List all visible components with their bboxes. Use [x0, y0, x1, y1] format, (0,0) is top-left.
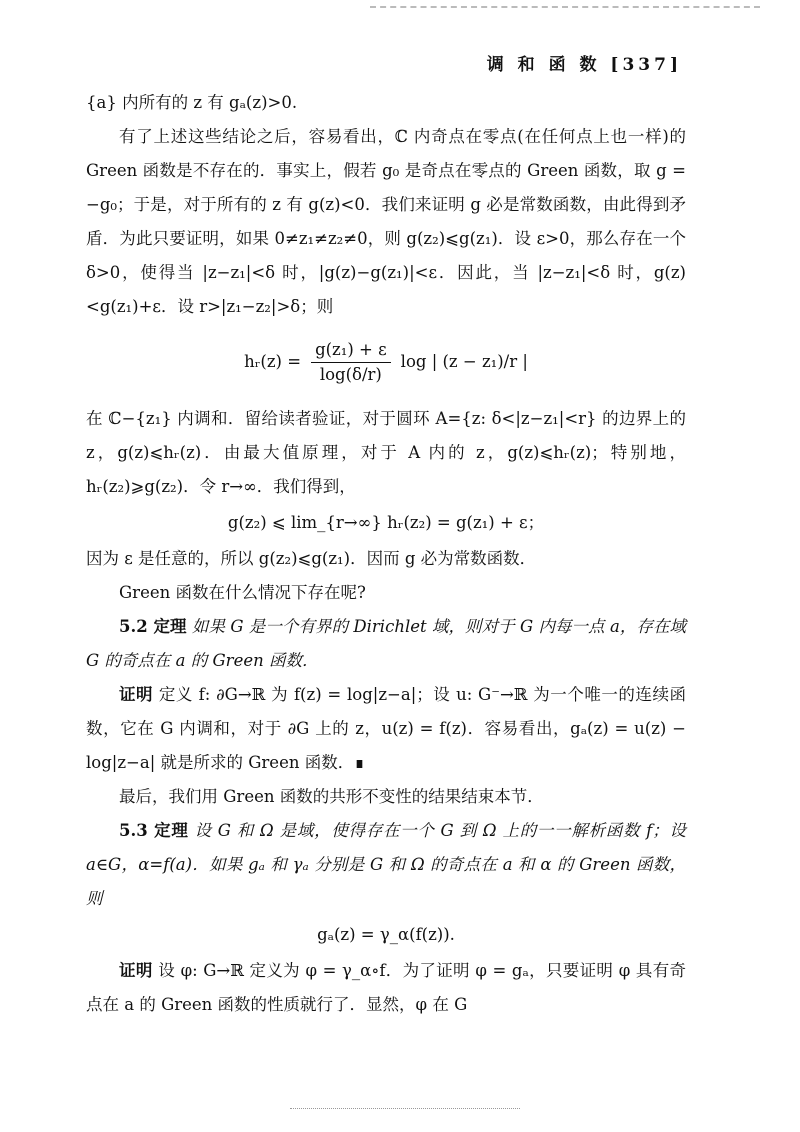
- paragraph: 因为 ε 是任意的，所以 g(z₂)⩽g(z₁)．因而 g 必为常数函数．: [86, 549, 537, 568]
- equation-rhs: log | (z − z₁)/r |: [400, 352, 528, 371]
- proof-label: 证明: [119, 685, 154, 704]
- equation-conformal: gₐ(z) = γ_α(f(z)).: [317, 925, 455, 944]
- theorem-label: 5.3 定理: [119, 821, 189, 840]
- theorem-text: 设 G 和 Ω 是域，使得存在一个 G 到 Ω 上的一一解析函数 f；设 a∈G，α=f(a)．如果 gₐ 和 γₐ 分别是 G 和 Ω 的奇点在 a 和 α 的 Green 函数，则: [86, 821, 686, 908]
- proof-2: [86, 954, 686, 1022]
- paragraph: Green 函数在什么情况下存在呢?: [119, 583, 366, 602]
- equation-limit: g(z₂) ⩽ lim_{r→∞} hᵣ(z₂) = g(z₁) + ε；: [227, 513, 545, 532]
- proof-1: [86, 678, 686, 780]
- page-body: [86, 86, 686, 1022]
- top-scan-line: [370, 6, 760, 8]
- paragraph: 有了上述这些结论之后，容易看出，ℂ 内奇点在零点(在任何点上也一样)的 Green 函数是不存在的．事实上，假若 g₀ 是奇点在零点的 Green 函数，取 g = −g₀；于是，对于所有的 z 有 g(z)<0．我们来证明 g 必是常数函数，由此得到矛盾．为此只要证明，如果 0≠z₁≠z₂≠0，则 g(z₂)⩽g(z₁)．设 ε>0，那么存在一个 δ>0，使得当 |z−z₁|<δ 时，|g(z)−g(z₁)|<ε．因此，当 |z−z₁|<δ 时，g(z)<g(z₁)+ε．设 r>|z₁−z₂|>δ；则: [86, 127, 686, 316]
- proof-text: 设 φ: G→ℝ 定义为 φ = γ_α∘f．为了证明 φ = gₐ，只要证明 φ 具有奇点在 a 的 Green 函数的性质就行了．显然，φ 在 G: [86, 961, 687, 1014]
- theorem-text: 如果 G 是一个有界的 Dirichlet 域，则对于 G 内每一点 a，存在域 G 的奇点在 a 的 Green 函数．: [86, 617, 687, 670]
- paragraph: 在 ℂ−{z₁} 内调和．留给读者验证，对于圆环 A={z: δ<|z−z₁|<r} 的边界上的 z，g(z)⩽hᵣ(z)．由最大值原理，对于 A 内的 z，g(z)⩽hᵣ(z)；特别地，hᵣ(z₂)⩾g(z₂)．令 r→∞．我们得到，: [86, 409, 686, 496]
- text-line: {a} 内所有的 z 有 gₐ(z)>0.: [86, 93, 298, 112]
- fraction-denominator: log(δ/r): [319, 364, 382, 384]
- equation-lhs: hᵣ(z) =: [244, 352, 302, 371]
- paragraph: 最后，我们用 Green 函数的共形不变性的结果结束本节．: [119, 787, 544, 806]
- running-header: 调 和 函 数 [337]: [486, 55, 682, 75]
- bottom-scan-noise: [290, 1108, 520, 1109]
- proof-label: 证明: [119, 961, 153, 980]
- equation-fraction: [311, 338, 391, 387]
- equation-h-r: [86, 326, 686, 398]
- theorem-5-2: [86, 610, 686, 678]
- proof-text: 定义 f: ∂G→ℝ 为 f(z) = log|z−a|；设 u: G⁻→ℝ 为一个唯一的连续函数，它在 G 内调和，对于 ∂G 上的 z，u(z) = f(z)．容易看出，gₐ(z) = u(z) − log|z−a| 就是所求的 Green 函数．∎: [86, 685, 686, 772]
- fraction-numerator: g(z₁) + ε: [311, 338, 391, 363]
- theorem-5-3: [86, 814, 686, 916]
- theorem-label: 5.2 定理: [119, 617, 187, 636]
